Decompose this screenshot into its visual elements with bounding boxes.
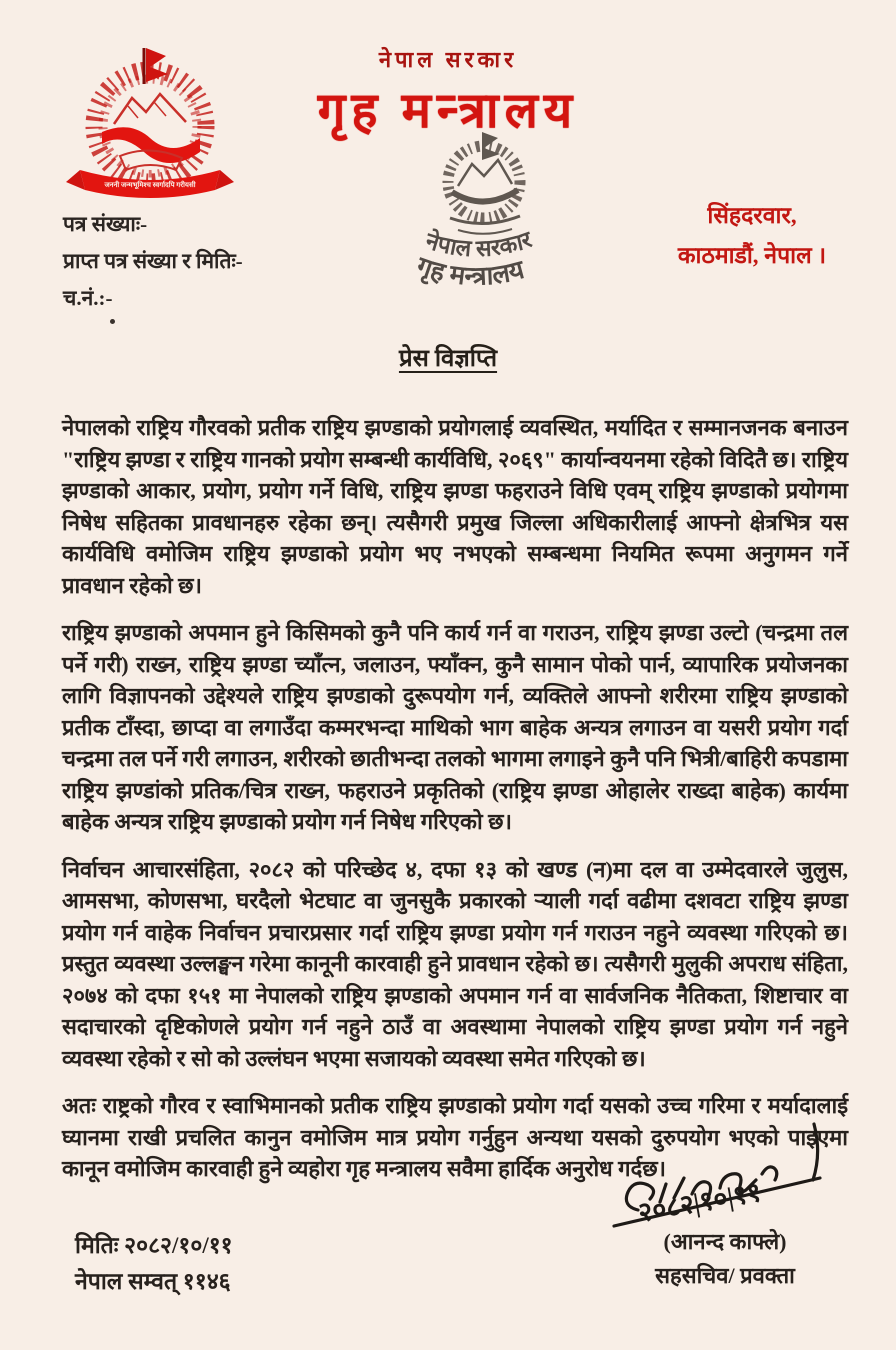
page-title: प्रेस विज्ञप्ति xyxy=(398,346,498,372)
letter-number-label: पत्र संख्याः- xyxy=(63,212,148,236)
paragraph-4: अतः राष्ट्रको गौरव र स्वाभिमानको प्रतीक राष्ट्रिय झण्डाको प्रयोग गर्दा यसको उच्च गरिमा र मर्यादालाई घ्यानमा राखी प्रचलित कानुन वमोजिम मात्र प्रयोग गर्नुहुन अन्यथा यसको दुरुपयोग भएको पाइएमा कानून वमोजिम कारवाही हुने व्यहोरा गृह मन्त्रालय सवैमा हार्दिक अनुरोध गर्दछ। xyxy=(62,1093,848,1181)
nepal-sambat-line: नेपाल सम्वत् ११४६ xyxy=(75,1269,231,1294)
chalani-number-label: च.नं.:- xyxy=(63,286,113,310)
government-name: नेपाल सरकार xyxy=(378,47,518,72)
date-line: मितिः २०८२/१०/११ xyxy=(75,1233,233,1258)
paragraph-3: निर्वाचन आचारसंहिता, २०८२ को परिच्छेद ४, दफा १३ को खण्ड (न)मा दल वा उम्मेदवारले जुलुस, आमसभा, कोणसभा, घरदैलो भेटघाट वा जुनसुकै प्रकारको ऱ्याली गर्दा वढीमा दशवटा राष्ट्रिय झण्डा प्रयोग गर्न वाहेक निर्वाचन प्रचारप्रसार गर्दा राष्ट्रिय झण्डा प्रयोग गर्न गराउन नहुने व्यवस्था गरिएको छ। प्रस्तुत व्यवस्था उल्लङ्घन गरेमा कानूनी कारवाही हुने प्रावधान रहेको छ। त्यसैगरी मुलुकी अपराध संहिता, २०७४ को दफा १५१ मा नेपालको राष्ट्रिय झण्डाको अपमान गर्न वा सार्वजनिक नैतिकता, शिष्टाचार वा सदाचारको दृष्टिकोणले प्रयोग गर्न नहुने ठाउँ वा अवस्थामा नेपालको राष्ट्रिय झण्डा प्रयोग गर्न नहुने व्यवस्था रहेको र सो को उल्लंघन भएमा सजायको व्यवस्था समेत गरिएको छ। xyxy=(62,856,848,1071)
address-line-2: काठमाडौं, नेपाल । xyxy=(677,243,827,268)
paragraph-1: नेपालको राष्ट्रिय गौरवको प्रतीक राष्ट्रिय झण्डाको प्रयोगलाई व्यवस्थित, मर्यादित र सम्मानजनक बनाउन "राष्ट्रिय झण्डा र राष्ट्रिय गानको प्रयोग सम्बन्धी कार्यविधि, २०६९" कार्यान्वयनमा रहेको विदितै छ। राष्ट्रिय झण्डाको आकार, प्रयोग, प्रयोग गर्ने विधि, राष्ट्रिय झण्डा फहराउने विधि एवम् राष्ट्रिय झण्डाको प्रयोगमा निषेध सहितका प्रावधानहरु रहेका छन्। त्यसैगरी प्रमुख जिल्ला अधिकारीलाई आफ्नो क्षेत्रभित्र यस कार्यविधि वमोजिम राष्ट्रिय झण्डाको प्रयोग भए नभएको सम्बन्धमा नियमित रूपमा अनुगमन गर्ने प्रावधान रहेको छ। xyxy=(62,415,848,598)
svg-text:जननी जन्मभूमिश्च स्वर्गादपि गर: जननी जन्मभूमिश्च स्वर्गादपि गरीयसी xyxy=(104,181,196,189)
signatory-name: (आनन्द काफ्ले) xyxy=(663,1229,787,1254)
footer-dates xyxy=(75,1228,233,1300)
office-address xyxy=(632,196,872,276)
handwritten-signature-icon xyxy=(602,1122,852,1240)
stamp-text-line1: नेपाल सरकार xyxy=(422,226,535,262)
nepal-coat-of-arms-icon xyxy=(58,40,242,204)
stamp-text-line2: गृह मन्त्रालय xyxy=(413,251,528,292)
paragraph-2: राष्ट्रिय झण्डाको अपमान हुने किसिमको कुनै पनि कार्य गर्न वा गराउन, राष्ट्रिय झण्डा उल्टो (चन्द्रमा तल पर्ने गरी) राख्न, राष्ट्रिय झण्डा च्याँत्न, जलाउन, फ्याँक्न, कुनै सामान पोको पार्न, व्यापारिक प्रयोजनका लागि विज्ञापनको उद्देश्यले राष्ट्रिय झण्डाको दुरूपयोग गर्न, व्यक्तिले आफ्नो शरीरमा राष्ट्रिय झण्डाको प्रतीक टाँस्दा, छाप्दा वा लगाउँदा कम्मरभन्दा माथिको भाग बाहेक अन्यत्र लगाउन वा यसरी प्रयोग गर्दा चन्द्रमा तल पर्ने गरी लगाउन, शरीरको छातीभन्दा तलको भागमा लगाइने कुनै पनि भित्री/बाहिरी कपडामा राष्ट्रिय झण्डांको प्रतिक/चित्र राख्न, फहराउने प्रकृतिको (राष्ट्रिय झण्डा ओहालेर राख्दा बाहेक) कार्यमा बाहेक अन्यत्र राष्ट्रिय झण्डाको प्रयोग गर्न निषेध गरिएको छ। xyxy=(62,620,848,834)
ministry-name: गृह मन्त्रालय xyxy=(317,83,579,138)
ministry-stamp-icon xyxy=(378,126,590,294)
document-body xyxy=(62,412,848,1201)
stray-ink-dot xyxy=(110,319,115,324)
signatory-designation: सहसचिव/ प्रवक्ता xyxy=(655,1263,795,1288)
received-letter-label: प्राप्त पत्र संख्या र मितिः- xyxy=(63,249,243,273)
address-line-1: सिंहदरवार, xyxy=(707,203,797,228)
reference-block xyxy=(63,206,243,317)
signature-date: २०८२|१०|११ xyxy=(635,1176,764,1228)
